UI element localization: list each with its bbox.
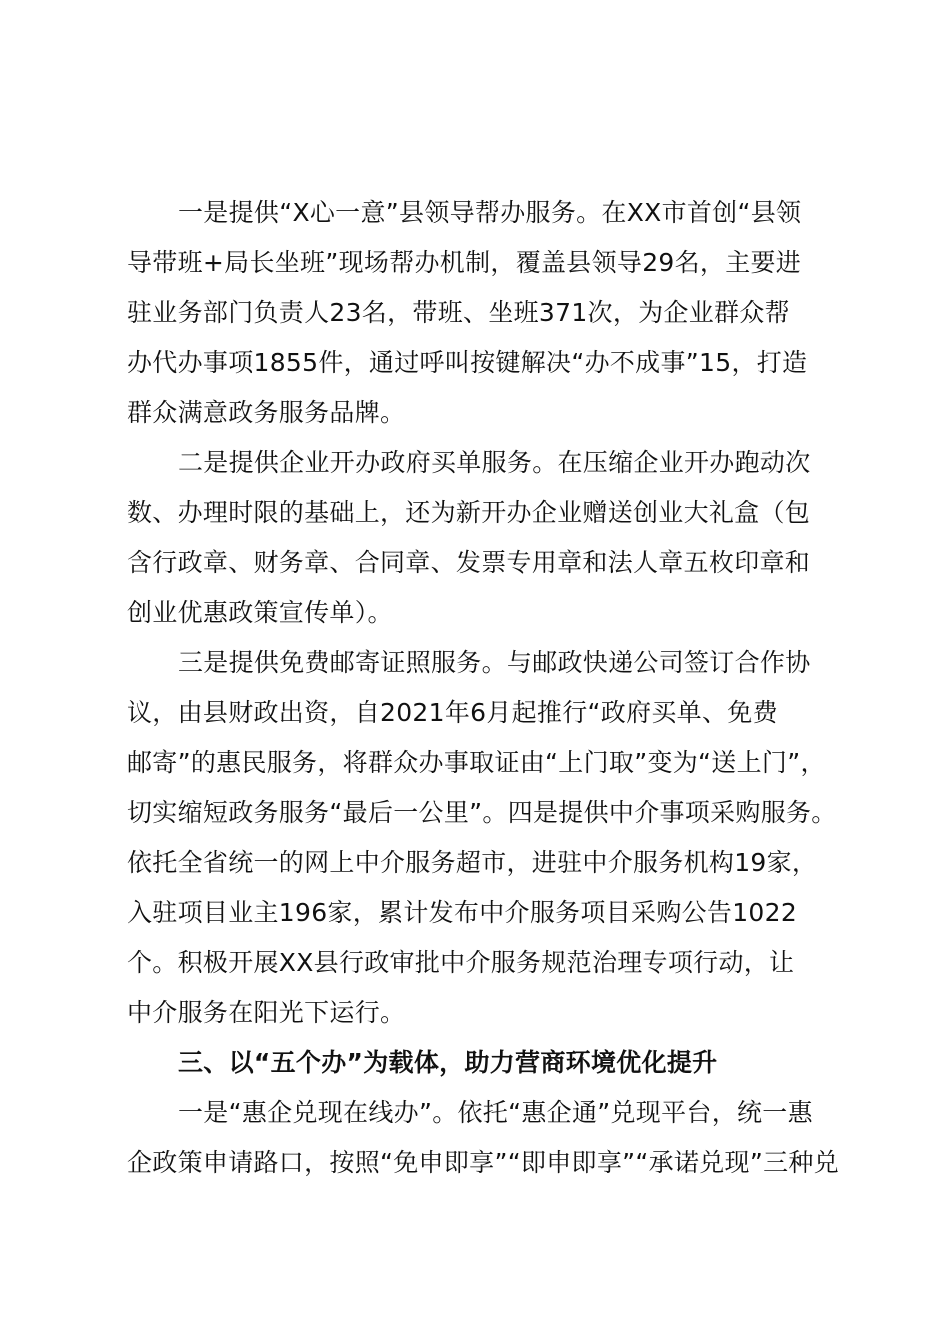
paragraph-2-line-2: 数、办理时限的基础上，还为新开办企业赠送创业大礼盒（包 [127,498,811,527]
paragraph-3-line-1: 三是提供免费邮寄证照服务。与邮政快递公司签订合作协 [178,648,811,677]
paragraph-2-line-3: 含行政章、财务章、合同章、发票专用章和法人章五枚印章和 [127,548,811,577]
paragraph-3-line-4: 切实缩短政务服务“最后一公里”。四是提供中介事项采购服务。 [127,798,837,827]
paragraph-1-line-3: 驻业务部门负责人23名，带班、坐班371次，为企业群众帮 [127,298,790,327]
paragraph-1-line-1: 一是提供“X心一意”县领导帮办服务。在XX市首创“县领 [178,198,802,227]
paragraph-3-line-5: 依托全省统一的网上中介服务超市，进驻中介服务机构19家， [127,848,818,877]
paragraph-4-line-1: 一是“惠企兑现在线办”。依托“惠企通”兑现平台，统一惠 [178,1098,813,1127]
paragraph-3-line-3: 邮寄”的惠民服务，将群众办事取证由“上门取”变为“送上门”， [127,748,826,777]
paragraph-4-line-2: 企政策申请路口，按照“免申即享”“即申即享”“承诺兑现”三种兑 [127,1148,840,1177]
section-heading: 三、以“五个办”为载体，助力营商环境优化提升 [178,1048,718,1077]
paragraph-3-line-2: 议，由县财政出资，自2021年6月起推行“政府买单、免费 [127,698,778,727]
paragraph-1-line-4: 办代办事项1855件，通过呼叫按键解决“办不成事”15，打造 [127,348,808,377]
paragraph-1-line-2: 导带班+局长坐班”现场帮办机制，覆盖县领导29名，主要进 [127,248,802,277]
paragraph-3-line-8: 中介服务在阳光下运行。 [127,998,406,1027]
paragraph-1-line-5: 群众满意政务服务品牌。 [127,398,406,427]
paragraph-2-line-1: 二是提供企业开办政府买单服务。在压缩企业开办跑动次 [178,448,811,477]
paragraph-2-line-4: 创业优惠政策宣传单）。 [127,598,393,627]
paragraph-3-line-7: 个。积极开展XX县行政审批中介服务规范治理专项行动，让 [127,948,795,977]
paragraph-3-line-6: 入驻项目业主196家，累计发布中介服务项目采购公告1022 [127,898,798,927]
